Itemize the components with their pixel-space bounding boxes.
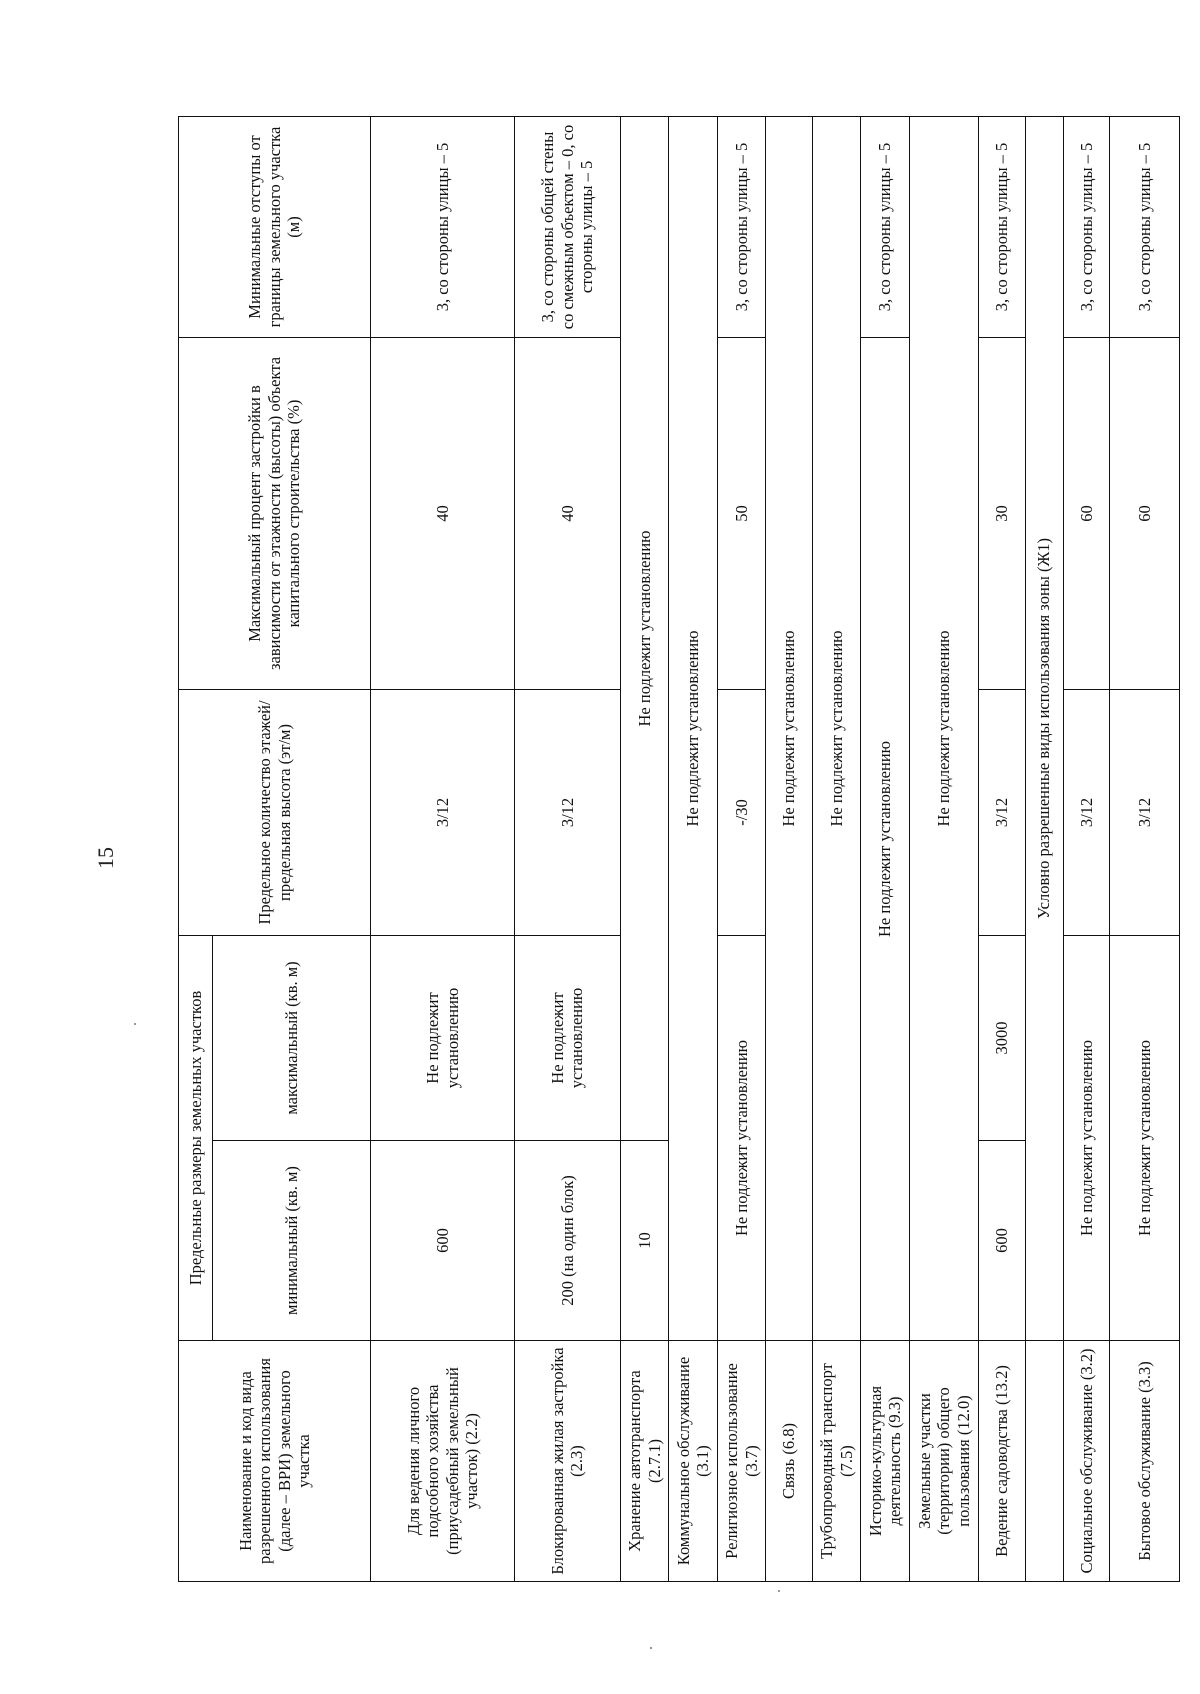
- table-row: [766, 116, 813, 1581]
- setback-cell: 3, со стороны улицы – 5: [717, 116, 766, 337]
- land-use-parameters-table: [178, 116, 1180, 1582]
- floors-cell: -/30: [717, 689, 766, 935]
- setback-cell: 3, со стороны улицы – 5: [1110, 116, 1180, 337]
- setback-cell: 3, со стороны улицы – 5: [979, 116, 1026, 337]
- min-area-cell: 600: [979, 1141, 1026, 1341]
- scan-speck: [778, 1590, 780, 1592]
- header-min-area: минимальный (кв. м): [212, 1141, 371, 1341]
- table-row: [1063, 116, 1110, 1581]
- row-name: Связь (6.8): [766, 1341, 813, 1582]
- header-max-area: максимальный (кв. м): [212, 935, 371, 1140]
- setback-cell: 3, со стороны улицы – 5: [861, 116, 910, 337]
- row-name: Хранение автотранспорта (2.7.1): [620, 1341, 669, 1582]
- table-row: [717, 116, 766, 1581]
- row-name: Бытовое обслуживание (3.3): [1110, 1341, 1180, 1582]
- floors-cell: 3/12: [1063, 689, 1110, 935]
- not-established-cell: Не подлежит установлению: [1110, 935, 1180, 1340]
- header-name: Наименование и код вида разрешенного использования (далее – ВРИ) земельного участка: [179, 1341, 371, 1582]
- coverage-cell: 60: [1063, 337, 1110, 689]
- section-spacer: [1025, 1341, 1063, 1582]
- table-row: [669, 116, 718, 1581]
- floors-cell: 3/12: [515, 689, 621, 935]
- max-area-cell: 3000: [979, 935, 1026, 1140]
- section-title: Условно разрешенные виды использования зоны (Ж1): [1025, 116, 1063, 1340]
- floors-cell: 3/12: [371, 689, 515, 935]
- header-setback: Минимальные отступы от границы земельного участка (м): [179, 116, 371, 337]
- table-row: [515, 116, 621, 1581]
- not-established-cell: Не подлежит установлению: [669, 116, 718, 1340]
- max-area-cell: Не подлежит установлению: [515, 935, 621, 1140]
- not-established-cell: Не подлежит установлению: [1063, 935, 1110, 1340]
- coverage-cell: 60: [1110, 337, 1180, 689]
- coverage-cell: 50: [717, 337, 766, 689]
- setback-cell: 3, со стороны улицы – 5: [1063, 116, 1110, 337]
- row-name: Для ведения личного подсобного хозяйства (приусадебный земельный участок) (2.2): [371, 1341, 515, 1582]
- header-size-group: Предельные размеры земельных участков: [179, 935, 213, 1340]
- coverage-cell: 40: [371, 337, 515, 689]
- row-name: Земельные участки (территории) общего пользования (12.0): [910, 1341, 979, 1582]
- page-number: 15: [93, 847, 118, 869]
- row-name: Блокированная жилая застройка (2.3): [515, 1341, 621, 1582]
- not-established-cell: Не подлежит установлению: [910, 116, 979, 1340]
- not-established-cell: Не подлежит установлению: [812, 116, 861, 1340]
- header-row-1: [179, 116, 213, 1581]
- max-area-cell: Не подлежит установлению: [371, 935, 515, 1140]
- row-name: Социальное обслуживание (3.2): [1063, 1341, 1110, 1582]
- table-row: [1110, 116, 1180, 1581]
- header-coverage: Максимальный процент застройки в зависимости от этажности (высоты) объекта капитального строительства (%): [179, 337, 371, 689]
- floors-cell: 3/12: [979, 689, 1026, 935]
- table-row: [910, 116, 979, 1581]
- not-established-cell: Не подлежит установлению: [861, 337, 910, 1340]
- rotated-table-container: [178, 117, 1180, 1582]
- row-name: Трубопроводный транспорт (7.5): [812, 1341, 861, 1582]
- floors-cell: 3/12: [1110, 689, 1180, 935]
- table-row: [371, 116, 515, 1581]
- coverage-cell: 40: [515, 337, 621, 689]
- min-area-cell: 200 (на один блок): [515, 1141, 621, 1341]
- header-floors: Предельное количество этажей/ предельная высота (эт/м): [179, 689, 371, 935]
- section-row: [1025, 116, 1063, 1581]
- coverage-cell: 30: [979, 337, 1026, 689]
- row-name: Историко-культурная деятельность (9.3): [861, 1341, 910, 1582]
- setback-cell: 3, со стороны общей стены со смежным объектом – 0, со стороны улицы – 5: [515, 116, 621, 337]
- table-row: [812, 116, 861, 1581]
- table-row: [620, 116, 669, 1581]
- table-row: [979, 116, 1026, 1581]
- table-row: [861, 116, 910, 1581]
- min-area-cell: 600: [371, 1141, 515, 1341]
- scan-speck: [650, 1647, 652, 1649]
- setback-cell: 3, со стороны улицы – 5: [371, 116, 515, 337]
- row-name: Коммунальное обслуживание (3.1): [669, 1341, 718, 1582]
- not-established-cell: Не подлежит установлению: [717, 935, 766, 1340]
- scan-speck: [134, 1023, 136, 1025]
- not-established-cell: Не подлежит установлению: [620, 116, 669, 1140]
- row-name: Ведение садоводства (13.2): [979, 1341, 1026, 1582]
- row-name: Религиозное использование (3.7): [717, 1341, 766, 1582]
- not-established-cell: Не подлежит установлению: [766, 116, 813, 1340]
- min-area-cell: 10: [620, 1141, 669, 1341]
